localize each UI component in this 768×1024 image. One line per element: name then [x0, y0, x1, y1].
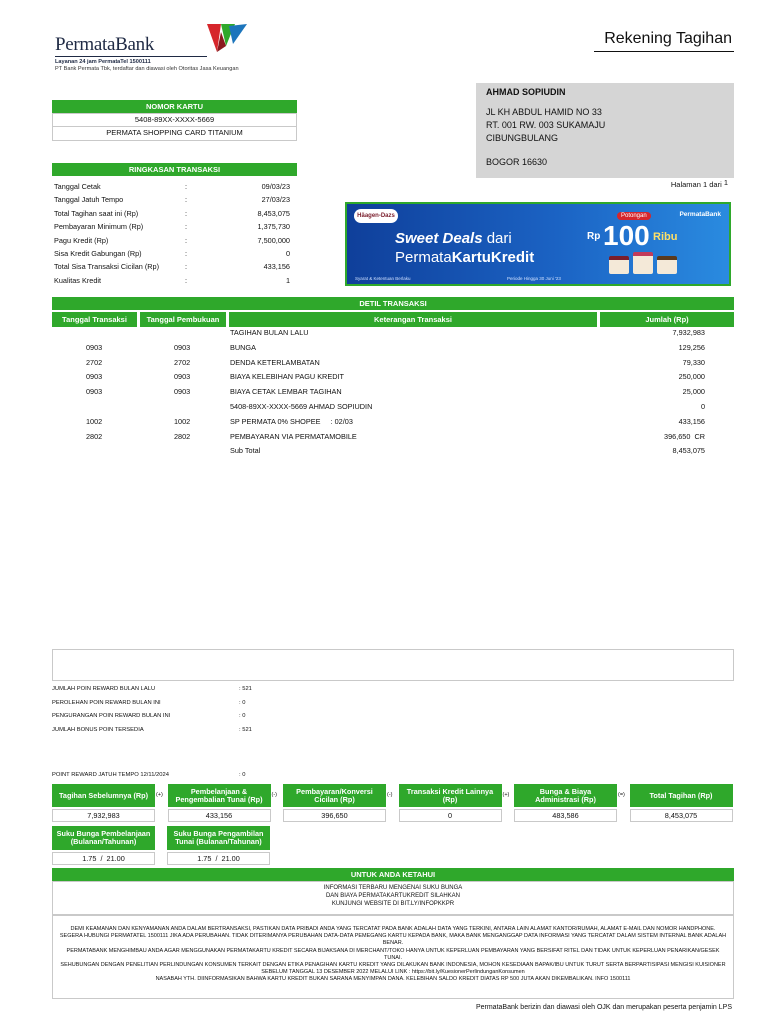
detail-book-date: 1002 [174, 416, 191, 426]
points-label: JUMLAH BONUS POIN TERSEDIA [52, 727, 144, 734]
summary-value: 09/03/23 [261, 182, 290, 191]
total-item [52, 784, 155, 822]
detail-description: Sub Total [230, 446, 261, 456]
detail-description: PEMBAYARAN VIA PERMATAMOBILE [230, 431, 357, 441]
summary-colon: : [185, 235, 188, 245]
detail-header: DETIL TRANSAKSI [52, 297, 734, 310]
total-value: 8,453,075 [630, 809, 733, 822]
info-line-1: INFORMASI TERBARU MENGENAI SUKU BUNGA [323, 885, 463, 891]
info-line-3: KUNJUNGI WEBSITE DI BIT.LY/INFOPKKPR [331, 901, 455, 907]
badge-rp: Rp [587, 231, 601, 242]
detail-amount: 25,000 [682, 387, 705, 397]
banner-dari: dari [486, 230, 512, 247]
summary-label: Pembayaran Minimum (Rp) [54, 222, 144, 232]
info-box-bottom [52, 915, 734, 999]
banner-sweet-deals: Sweet Deals [395, 230, 483, 247]
banner-kartukredit: KartuKredit [451, 249, 535, 266]
info-paragraph-3: SEHUBUNGAN DENGAN PENELITIAN PERLINDUNGAN KONSUMEN TERKAIT DENGAN ETIKA PENAGIHAN KARTU KREDIT YANG DILAKUKAN BANK INDONESIA, MOHON KESEDIAAN BAPAK/IBU UNTUK TURUT SERTA BERPARTISIPASI MENGISI KUISIONER SEBELUM TANGGAL 13 DESEMBER 2022 MELALUI LINK : https://bit.ly/KuesionerPerlindunganKonsumen [60, 962, 726, 976]
page-total: 1 [723, 178, 728, 187]
address-line-2: RT. 001 RW. 003 SUKAMAJU [486, 120, 606, 130]
address-line-4: BOGOR 16630 [486, 157, 548, 167]
col-jumlah: Jumlah (Rp) [600, 312, 734, 327]
badge-unit: Ribu [653, 231, 678, 243]
total-operator: (-) [387, 792, 393, 798]
points-label: JUMLAH POIN REWARD BULAN LALU [52, 686, 156, 692]
detail-trx-date: 1002 [86, 416, 103, 426]
summary-value: 0 [285, 249, 290, 258]
total-item [514, 784, 617, 822]
summary-colon: : [185, 262, 188, 272]
col-keterangan: Keterangan Transaksi [229, 312, 597, 327]
points-label: PEROLEHAN POIN REWARD BULAN INI [52, 699, 161, 706]
detail-trx-date: 0903 [86, 342, 103, 352]
summary-label: Sisa Kredit Gabungan (Rp) [54, 249, 142, 258]
detail-amount: 396,650 CR [664, 431, 705, 441]
detail-description: TAGIHAN BULAN LALU [230, 328, 309, 337]
badge-amount: 100 [603, 220, 650, 251]
banner-headline-2 [395, 249, 534, 266]
title-underline [594, 51, 734, 52]
summary-value: 8,453,075 [257, 208, 290, 218]
rate-label: Suku Bunga Pembelanjaan (Bulanan/Tahunan) [52, 826, 155, 850]
haagen-dazs-logo: Häagen-Dazs [354, 209, 398, 223]
address-line-1: JL KH ABDUL HAMID NO 33 [486, 107, 602, 117]
detail-trx-date: 2702 [86, 357, 103, 367]
total-value: 0 [399, 809, 502, 822]
bank-logo [55, 22, 270, 74]
summary-value: 27/03/23 [261, 195, 290, 205]
banner-footer-left: Syarat & Ketentuan Berlaku [355, 276, 411, 281]
info-box-top [52, 881, 734, 915]
legal-line: PT Bank Permata Tbk, terdaftar dan diawasi oleh Otoritas Jasa Keuangan [55, 66, 239, 72]
banner-permata: Permata [395, 249, 452, 266]
ice-cream-cups-icon [609, 250, 679, 276]
detail-amount: 8,453,075 [672, 446, 705, 456]
detail-book-date: 2802 [174, 431, 191, 441]
summary-header: RINGKASAN TRANSAKSI [52, 163, 297, 176]
detail-amount: 250,000 [678, 372, 705, 382]
points-value: : 0 [239, 713, 246, 720]
info-header: UNTUK ANDA KETAHUI [52, 868, 734, 881]
total-label: Transaksi Kredit Lainnya (Rp) [399, 784, 502, 807]
detail-book-date: 0903 [174, 387, 191, 397]
detail-book-date: 2702 [174, 357, 191, 367]
info-line-2: DAN BIAYA PERMATAKARTUKREDIT SILAHKAN [325, 893, 461, 899]
detail-amount: 0 [700, 402, 705, 411]
total-label: Pembelanjaan & Pengembalian Tunai (Rp) [168, 784, 271, 807]
footer-note: PermataBank berizin dan diawasi oleh OJK dan merupakan peserta penjamin LPS [475, 1004, 732, 1011]
logo-underline [55, 56, 207, 57]
summary-colon: : [185, 195, 188, 205]
total-label: Tagihan Sebelumnya (Rp) [52, 784, 155, 807]
total-item [283, 784, 386, 822]
detail-amount: 7,932,983 [672, 328, 705, 337]
detail-trx-date: 0903 [86, 387, 103, 397]
total-item [168, 784, 271, 822]
detail-description: BIAYA KELEBIHAN PAGU KREDIT [230, 372, 344, 382]
col-tanggal-pembukuan: Tanggal Pembukuan [140, 312, 226, 327]
info-paragraph-4: NASABAH YTH. DIINFORMASIKAN BAHWA KARTU KREDIT BUKAN SARANA MENYIMPAN DANA. KELEBIHAN SALDO KREDIT DIATAS RP 500 JUTA AKAN DIKEMBALIKAN. INFO 1500111 [155, 976, 631, 983]
detail-amount: 129,256 [678, 342, 705, 352]
total-value: 433,156 [168, 809, 271, 822]
summary-label: Tanggal Jatuh Tempo [54, 195, 124, 205]
banner-headline-1 [395, 230, 512, 247]
summary-value: 1,375,730 [257, 222, 290, 232]
banner-footer-right: Periode Hingga 30 Juni '23 [507, 276, 561, 281]
customer-name: AHMAD SOPIUDIN [486, 87, 566, 97]
page-indicator [671, 180, 728, 189]
detail-description: BIAYA CETAK LEMBAR TAGIHAN [230, 387, 342, 397]
card-header: NOMOR KARTU [52, 100, 297, 113]
total-value: 7,932,983 [52, 809, 155, 822]
summary-colon: : [185, 249, 188, 258]
summary-value: 433,156 [263, 262, 290, 272]
total-item [399, 784, 502, 822]
col-tanggal-transaksi: Tanggal Transaksi [52, 312, 137, 327]
summary-label: Total Sisa Transaksi Cicilan (Rp) [54, 262, 160, 272]
summary-label: Tanggal Cetak [54, 182, 101, 191]
promo-banner [345, 202, 731, 286]
total-operator: (=) [618, 792, 625, 798]
page-label: Halaman 1 dari [670, 180, 722, 189]
total-value: 483,586 [514, 809, 617, 822]
points-label: PENGURANGAN POIN REWARD BULAN INI [52, 713, 171, 720]
detail-description: SP PERMATA 0% SHOPEE : 02/03 [230, 416, 353, 426]
summary-value: 7,500,000 [257, 235, 290, 245]
permata-logo-icon [205, 22, 249, 56]
summary-colon: : [185, 208, 188, 218]
address-line-3: CIBUNGBULANG [486, 133, 559, 143]
total-label: Pembayaran/Konversi Cicilan (Rp) [283, 784, 386, 807]
bank-name: PermataBank [55, 34, 155, 55]
points-value: : 521 [239, 727, 252, 734]
detail-description: 5408-89XX-XXXX-5669 AHMAD SOPIUDIN [230, 402, 373, 411]
summary-value: 1 [285, 275, 290, 285]
banner-bank-tag: PermataBank [679, 211, 721, 218]
address-block [476, 83, 734, 178]
detail-book-date: 0903 [174, 342, 191, 352]
total-value: 396,650 [283, 809, 386, 822]
points-value: : 521 [239, 686, 252, 692]
total-operator: (+) [156, 792, 163, 798]
detail-amount: 433,156 [678, 416, 705, 426]
service-line: Layanan 24 jam PermataTel 1500111 [55, 59, 151, 65]
info-paragraph-2: PERMATABANK MENGHIMBAU ANDA AGAR MENGGUNAKAN PERMATAKARTU KREDIT SECARA BIJAKSANA DI MERCHANT/TOKO HANYA UNTUK KEPERLUAN PEMBAYARAN YANG BERSIFAT RITEL DAN TIDAK UNTUK KEPERLUAN PENARIKAN/GESEK TUNAI. [66, 947, 720, 961]
total-item [630, 784, 733, 822]
point-expiry-label: POINT REWARD JATUH TEMPO 12/11/2024 [52, 772, 169, 778]
summary-label: Kualitas Kredit [54, 275, 102, 285]
detail-trx-date: 2802 [86, 431, 103, 441]
detail-book-date: 0903 [174, 372, 191, 382]
total-operator: (+) [502, 792, 510, 798]
points-value: : 0 [239, 699, 246, 706]
detail-trx-date: 0903 [86, 372, 103, 382]
total-label: Total Tagihan (Rp) [630, 784, 733, 807]
doc-title: Rekening Tagihan [604, 30, 732, 47]
total-operator: (-) [271, 792, 277, 798]
summary-label: Pagu Kredit (Rp) [54, 235, 109, 245]
message-box [52, 649, 734, 681]
detail-amount: 79,330 [682, 357, 705, 367]
summary-label: Total Tagihan saat ini (Rp) [54, 208, 139, 218]
card-type: PERMATA SHOPPING CARD TITANIUM [52, 127, 297, 141]
info-paragraph-1: DEMI KEAMANAN DAN KENYAMANAN ANDA DALAM BERTRANSAKSI, PASTIKAN DATA PRIBADI ANDA YANG TERCATAT PADA BANK ADALAH DATA YANG TERKINI, ANTARA LAIN ALAMAT KANTOR/RUMAH, ALAMAT E-MAIL DAN NOMOR HANDPHONE. SEGERA HUBUNGI PERMATATEL 1500111 JIKA ADA PERUBAHAN. TIDAK DITERIMANYA PERUBAHAN DATA-DATA PEMEGANG KARTU KEPADA BANK, MAKA BANK MENGANGGAP DATA INFORMASI YANG TERCATAT DALAM SISTEM INTERNAL BANK ADALAH BENAR. [59, 926, 727, 947]
summary-colon: : [185, 182, 188, 191]
total-label: Bunga & Biaya Administrasi (Rp) [514, 784, 617, 807]
rate-value: 1.75 / 21.00 [52, 852, 155, 865]
summary-colon: : [185, 275, 188, 285]
summary-colon: : [185, 222, 188, 232]
detail-description: DENDA KETERLAMBATAN [230, 357, 320, 367]
badge-top: Potongan [617, 212, 651, 220]
rate-label: Suku Bunga Pengambilan Tunai (Bulanan/Tahunan) [167, 826, 270, 850]
point-expiry-value: : 0 [239, 772, 246, 778]
totals-row [52, 784, 734, 824]
card-number: 5408-89XX-XXXX-5669 [52, 113, 297, 127]
rate-value: 1.75 / 21.00 [167, 852, 270, 865]
detail-description: BUNGA [230, 342, 256, 352]
rates-row [52, 826, 272, 866]
